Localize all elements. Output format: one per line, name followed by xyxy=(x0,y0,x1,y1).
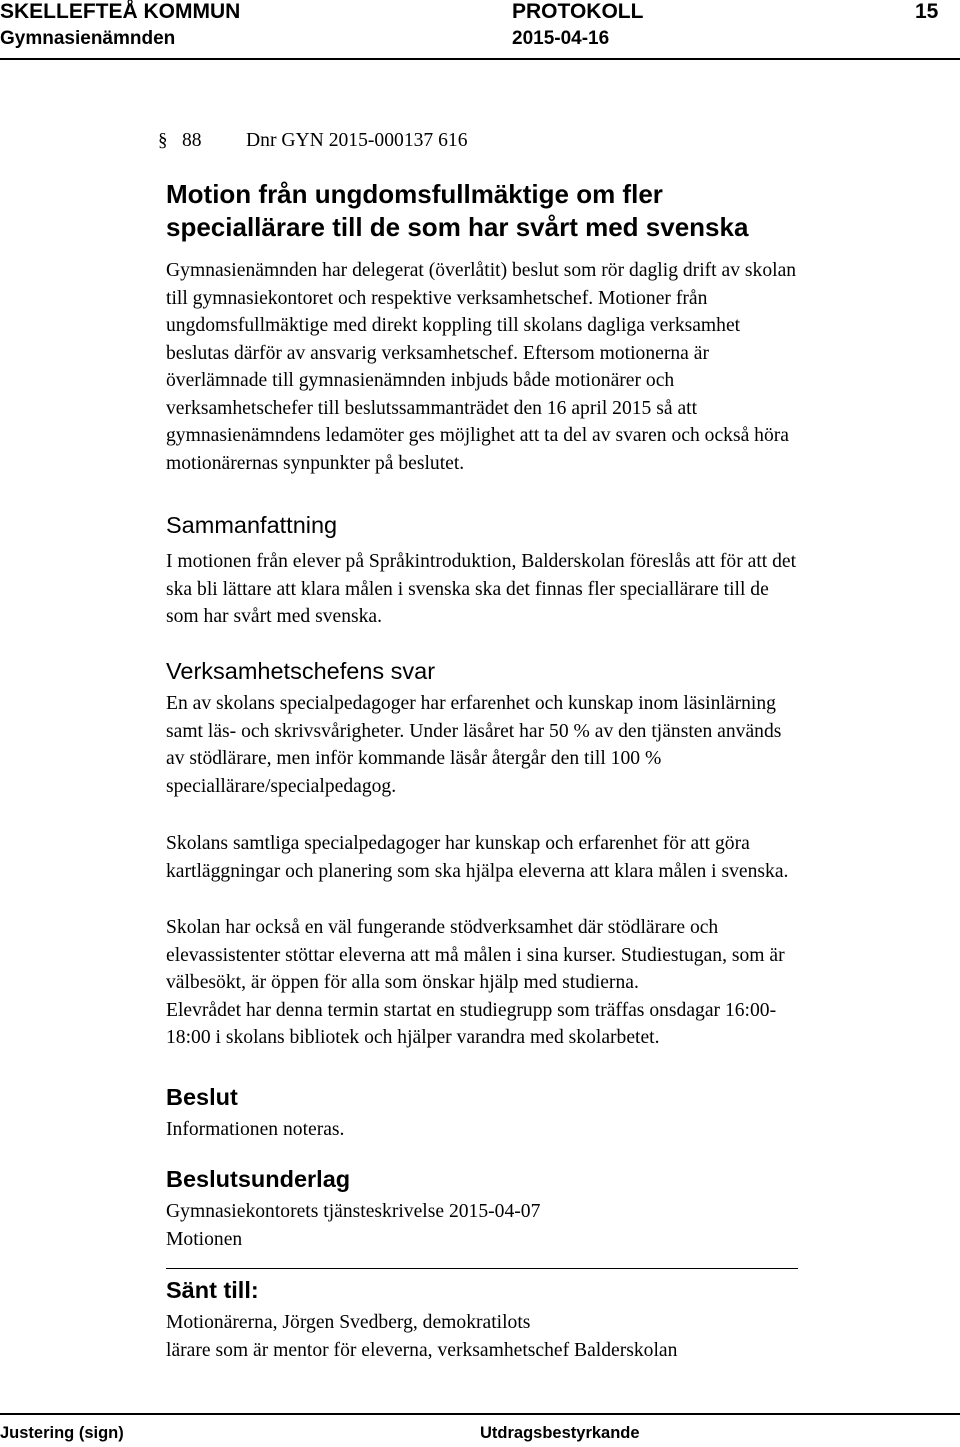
text-line: motionärernas synpunkter på beslutet. xyxy=(166,452,465,474)
sent-to-heading: Sänt till: xyxy=(166,1277,259,1303)
summary-paragraph xyxy=(166,548,956,631)
footer-divider xyxy=(0,1413,960,1415)
text-line: beslutas därför av ansvarig verksamhetschef. Eftersom motionerna är xyxy=(166,342,709,364)
meeting-date: 2015-04-16 xyxy=(512,28,610,49)
text-line: kartläggningar och planering som ska hjälpa eleverna att klara målen i svenska. xyxy=(166,860,789,882)
basis-heading: Beslutsunderlag xyxy=(166,1166,351,1192)
text-line: som har svårt med svenska. xyxy=(166,606,383,627)
item-title-line: speciallärare till de som har svårt med svenska xyxy=(166,212,749,242)
text-line: Skolan har också en väl fungerande stödverksamhet där stödlärare och xyxy=(166,917,719,938)
text-line: välbesökt, är öppen för alla som önskar hjälp med studierna. xyxy=(166,972,639,993)
basis-item: Motionen xyxy=(166,1228,243,1250)
response-paragraph-2 xyxy=(166,830,956,885)
text-line: lärare som är mentor för eleverna, verksamhetschef Balderskolan xyxy=(166,1339,678,1361)
intro-paragraph xyxy=(166,257,956,477)
paragraph-number: 88 xyxy=(182,130,202,151)
footer-certification-label: Utdragsbestyrkande xyxy=(480,1424,640,1442)
text-line: till gymnasiekontoret och respektive verksamhetschef. Motioner från xyxy=(166,287,708,309)
page-number: 15 xyxy=(915,0,939,23)
summary-heading: Sammanfattning xyxy=(166,512,338,538)
text-line: ungdomsfullmäktige med direkt koppling till skolans dagliga verksamhet xyxy=(166,315,741,336)
org-name: SKELLEFTEÅ KOMMUN xyxy=(0,0,241,23)
text-line: Skolans samtliga specialpedagoger har kunskap och erfarenhet för att göra xyxy=(166,833,750,854)
text-line: verksamhetschefer till beslutssammanträdet den 16 april 2015 så att xyxy=(166,397,698,419)
text-line: överlämnade till gymnasienämnden inbjuds både motionärer och xyxy=(166,370,675,391)
sent-to-list xyxy=(166,1309,956,1364)
text-line: samt läs- och skrivsvårigheter. Under läsåret har 50 % av den tjänsten används xyxy=(166,720,782,742)
text-line: Gymnasienämnden har delegerat (överlåtit) beslut som rör daglig drift av skolan xyxy=(166,260,797,281)
doc-type: PROTOKOLL xyxy=(512,0,644,23)
text-line: 18:00 i skolans bibliotek och hjälper varandra med skolarbetet. xyxy=(166,1027,660,1048)
decision-heading: Beslut xyxy=(166,1084,238,1110)
text-line: Elevrådet har denna termin startat en studiegrupp som träffas onsdagar 16:00- xyxy=(166,999,777,1021)
response-heading: Verksamhetschefens svar xyxy=(166,658,436,684)
paragraph-sign-icon: § xyxy=(158,130,168,151)
decision-text: Informationen noteras. xyxy=(166,1119,345,1140)
text-line: I motionen från elever på Språkintroduktion, Balderskolan föreslås att för att det xyxy=(166,551,797,572)
basis-list xyxy=(166,1198,956,1253)
basis-item: Gymnasiekontorets tjänsteskrivelse 2015-04-07 xyxy=(166,1201,541,1222)
item-title-line: Motion från ungdomsfullmäktige om fler xyxy=(166,179,663,209)
text-line: Motionärerna, Jörgen Svedberg, demokratilots xyxy=(166,1312,531,1333)
committee-name: Gymnasienämnden xyxy=(0,28,176,49)
text-line: elevassistenter stöttar eleverna att må målen i sina kurser. Studiestugan, som är xyxy=(166,944,785,966)
response-paragraph-3 xyxy=(166,914,956,1052)
footer-signature-label: Justering (sign) xyxy=(0,1424,124,1442)
text-line: av stödlärare, men inför kommande läsår återgår den till 100 % xyxy=(166,748,662,769)
item-title xyxy=(166,178,956,244)
text-line: ska bli lättare att klara målen i svenska ska det finnas fler speciallärare till de xyxy=(166,578,769,600)
signature-line xyxy=(166,1268,798,1269)
text-line: En av skolans specialpedagoger har erfarenhet och kunskap inom läsinlärning xyxy=(166,693,776,714)
diary-number: Dnr GYN 2015-000137 616 xyxy=(246,130,468,151)
text-line: speciallärare/specialpedagog. xyxy=(166,775,397,797)
response-paragraph-1 xyxy=(166,690,956,800)
text-line: gymnasienämndens ledamöter ges möjlighet att ta del av svaren och också höra xyxy=(166,425,789,446)
header-divider xyxy=(0,58,960,60)
